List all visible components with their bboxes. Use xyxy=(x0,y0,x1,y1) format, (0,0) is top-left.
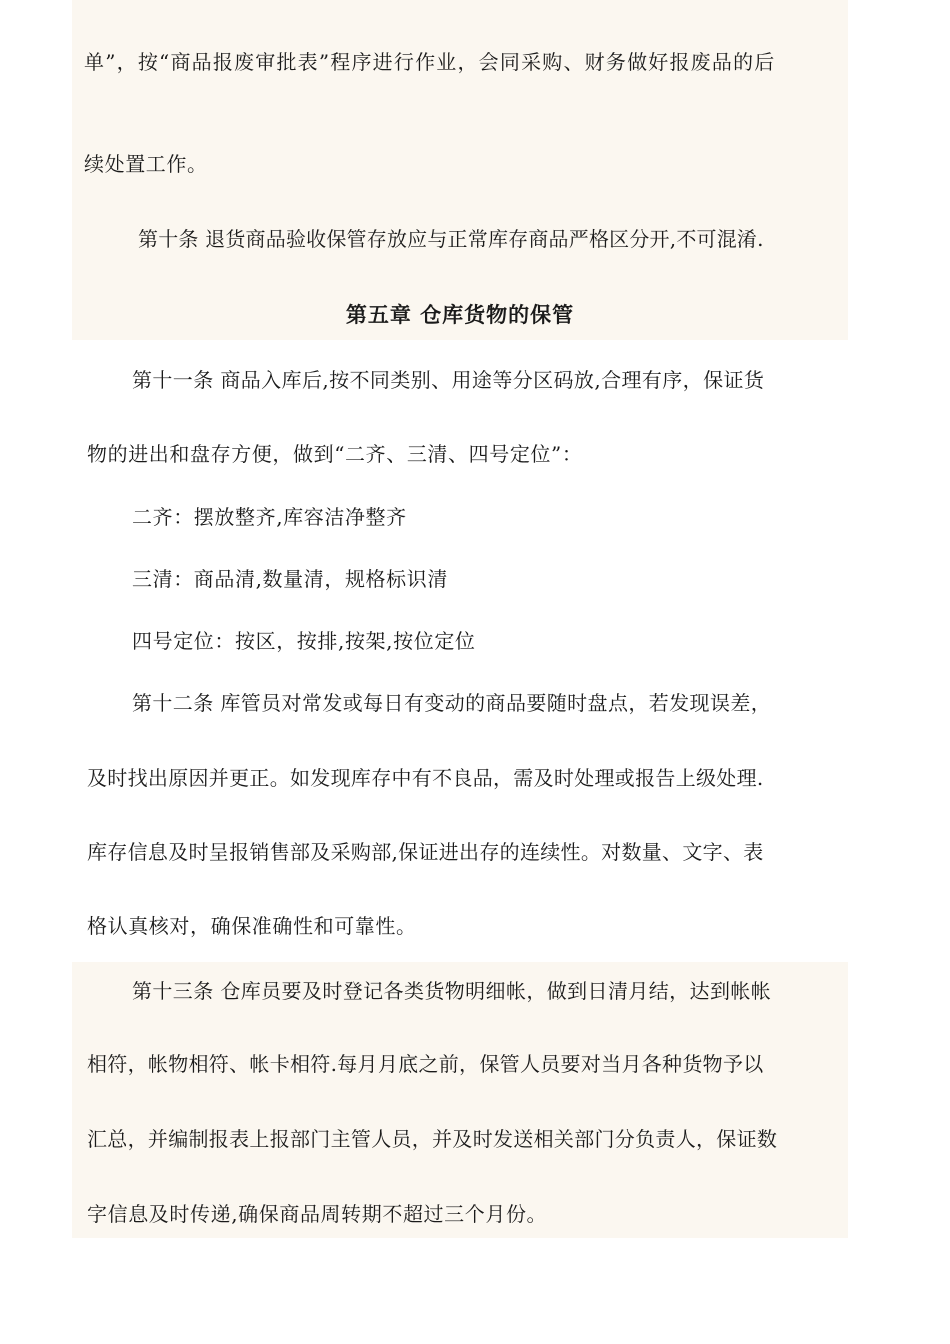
text-line: 及时找出原因并更正。如发现库存中有不良品，需及时处理或报告上级处理. xyxy=(87,766,764,790)
text-line: 第十条 退货商品验收保管存放应与正常库存商品严格区分开,不可混淆. xyxy=(138,227,764,251)
text-line: 第十三条 仓库员要及时登记各类货物明细帐，做到日清月结，达到帐帐 xyxy=(132,979,772,1003)
text-line: 字信息及时传递,确保商品周转期不超过三个月份。 xyxy=(87,1202,548,1226)
text-line: 物的进出和盘存方便，做到“二齐、三清、四号定位”： xyxy=(87,442,583,466)
text-line: 格认真核对，确保准确性和可靠性。 xyxy=(87,914,417,938)
text-line: 汇总，并编制报表上报部门主管人员，并及时发送相关部门分负责人，保证数 xyxy=(87,1127,778,1151)
text-line: 单”，按“商品报废审批表”程序进行作业，会同采购、财务做好报废品的后 xyxy=(84,50,776,74)
chapter-heading: 第五章 仓库货物的保管 xyxy=(345,302,575,327)
text-line: 第十二条 库管员对常发或每日有变动的商品要随时盘点，若发现误差， xyxy=(132,691,772,715)
text-line: 第十一条 商品入库后,按不同类别、用途等分区码放,合理有序，保证货 xyxy=(132,368,765,392)
list-item-three-clear: 三清：商品清,数量清，规格标识清 xyxy=(132,567,448,591)
text-line: 相符，帐物相符、帐卡相符.每月月底之前，保管人员要对当月各种货物予以 xyxy=(87,1052,764,1076)
text-line: 库存信息及时呈报销售部及采购部,保证进出存的连续性。对数量、文字、表 xyxy=(87,840,764,864)
list-item-four-position: 四号定位：按区，按排,按架,按位定位 xyxy=(132,629,476,653)
list-item-two-neat: 二齐：摆放整齐,库容洁净整齐 xyxy=(132,505,407,529)
highlight-band-top xyxy=(72,0,848,262)
text-line: 续处置工作。 xyxy=(84,152,208,176)
